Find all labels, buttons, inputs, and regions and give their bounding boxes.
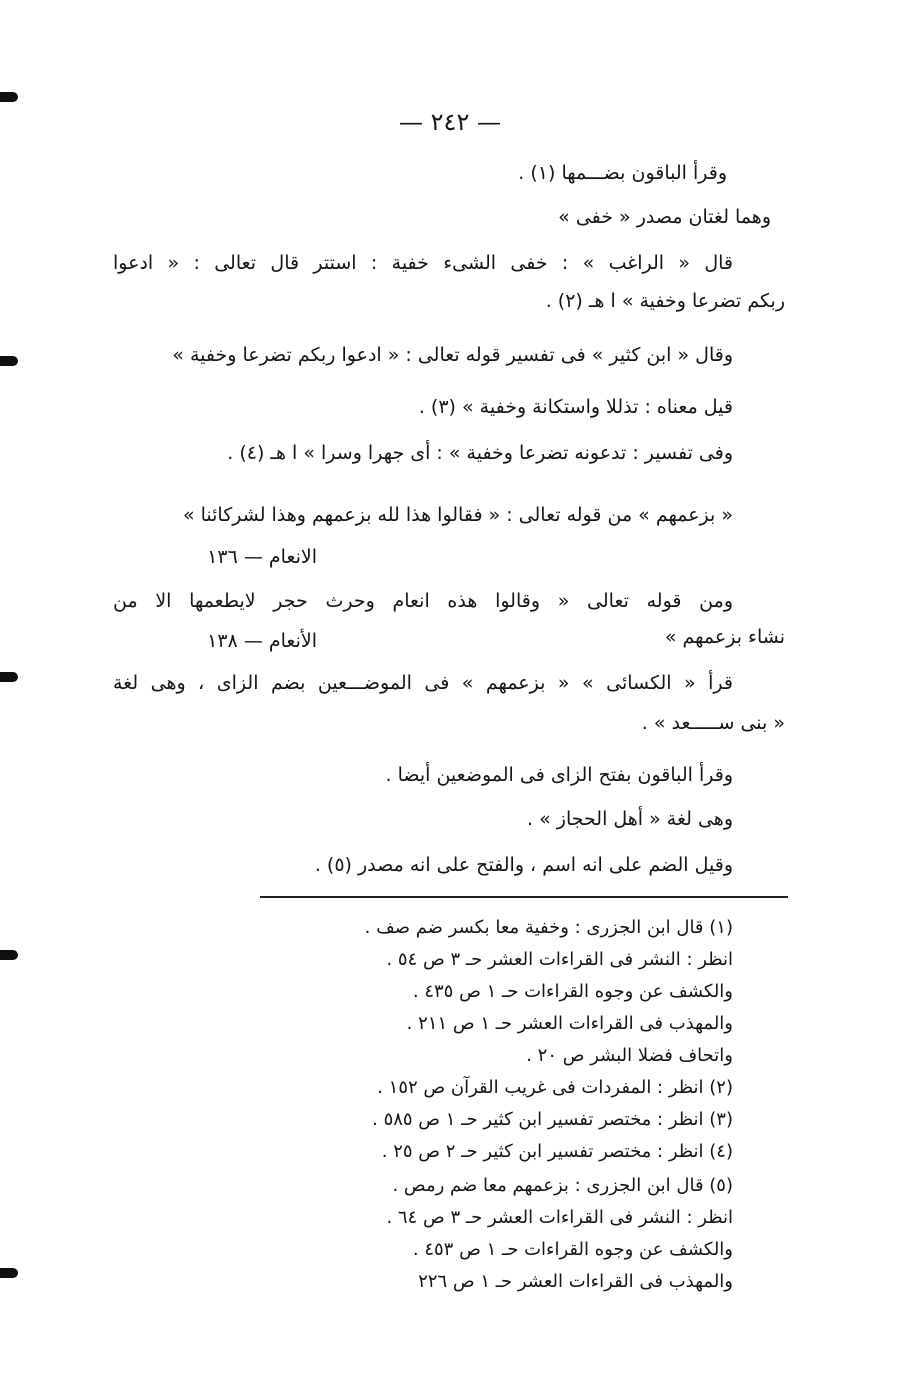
body-line: وقيل الضم على انه اسم ، والفتح على انه مصدر (٥) . (314, 854, 733, 876)
body-line: نشاء بزعمهم » (664, 626, 785, 648)
body-line: وقرأ الباقون بضـــمها (١) . (518, 162, 727, 184)
margin-mark (0, 950, 18, 960)
body-line: ربكم تضرعا وخفية » ا هـ (٢) . (545, 290, 785, 312)
footnote-line: والكشف عن وجوه القراءات حـ ١ ص ٤٣٥ . (412, 981, 733, 1002)
body-line: وهما لغتان مصدر « خفى » (558, 206, 771, 228)
footnote-line: واتحاف فضلا البشر ص ٢٠ . (526, 1045, 733, 1066)
footnote-line: والكشف عن وجوه القراءات حـ ١ ص ٤٥٣ . (412, 1239, 733, 1260)
footnote-line: (٣) انظر : مختصر تفسير ابن كثير حـ ١ ص ٥٨٥ . (372, 1109, 733, 1130)
footnote-line: والمهذب فى القراءات العشر حـ ١ ص ٢١١ . (406, 1013, 733, 1034)
body-line: قرأ « الكسائى » « بزعمهم » فى الموضـــعين بضم الزاى ، وهى لغة (113, 672, 733, 694)
margin-mark (0, 356, 18, 366)
body-line: وقال « ابن كثير » فى تفسير قوله تعالى : « ادعوا ربكم تضرعا وخفية » (172, 344, 733, 366)
margin-mark (0, 92, 18, 102)
body-line: « بزعمهم » من قوله تعالى : « فقالوا هذا لله بزعمهم وهذا لشركائنا » (182, 504, 733, 526)
body-line: وهى لغة « أهل الحجاز » . (527, 808, 733, 830)
margin-mark (0, 1268, 18, 1278)
surah-reference: الانعام — ١٣٦ (207, 546, 317, 568)
body-line: وفى تفسير : تدعونه تضرعا وخفية » : أى جهرا وسرا » ا هـ (٤) . (227, 442, 733, 464)
body-line: قال « الراغب » : خفى الشىء خفية : استتر قال تعالى : « ادعوا (113, 252, 733, 274)
surah-reference: الأنعام — ١٣٨ (207, 630, 317, 652)
footnote-line: (٤) انظر : مختصر تفسير ابن كثير حـ ٢ ص ٢٥ . (381, 1141, 733, 1162)
body-line: وقرأ الباقون بفتح الزاى فى الموضعين أيضا . (385, 764, 733, 786)
body-line: « بنى ســـــعد » . (641, 712, 785, 734)
footnote-line: والمهذب فى القراءات العشر حـ ١ ص ٢٢٦ (418, 1271, 733, 1292)
body-line: قيل معناه : تذللا واستكانة وخفية » (٣) . (418, 396, 733, 418)
page-number: — ٢٤٢ — (399, 108, 501, 136)
footnote-line: (٥) قال ابن الجزرى : بزعمهم معا ضم رمص . (392, 1175, 733, 1196)
footnote-line: (٢) انظر : المفردات فى غريب القرآن ص ١٥٢ . (377, 1077, 733, 1098)
footnote-line: انظر : النشر فى القراءات العشر حـ ٣ ص ٥٤ . (386, 949, 733, 970)
footnote-line: (١) قال ابن الجزرى : وخفية معا بكسر ضم صف . (364, 917, 733, 938)
margin-mark (0, 672, 18, 682)
body-line: ومن قوله تعالى « وقالوا هذه انعام وحرث حجر لايطعمها الا من (113, 590, 733, 612)
footnote-divider (260, 896, 788, 898)
footnote-line: انظر : النشر فى القراءات العشر حـ ٣ ص ٦٤ . (386, 1207, 733, 1228)
